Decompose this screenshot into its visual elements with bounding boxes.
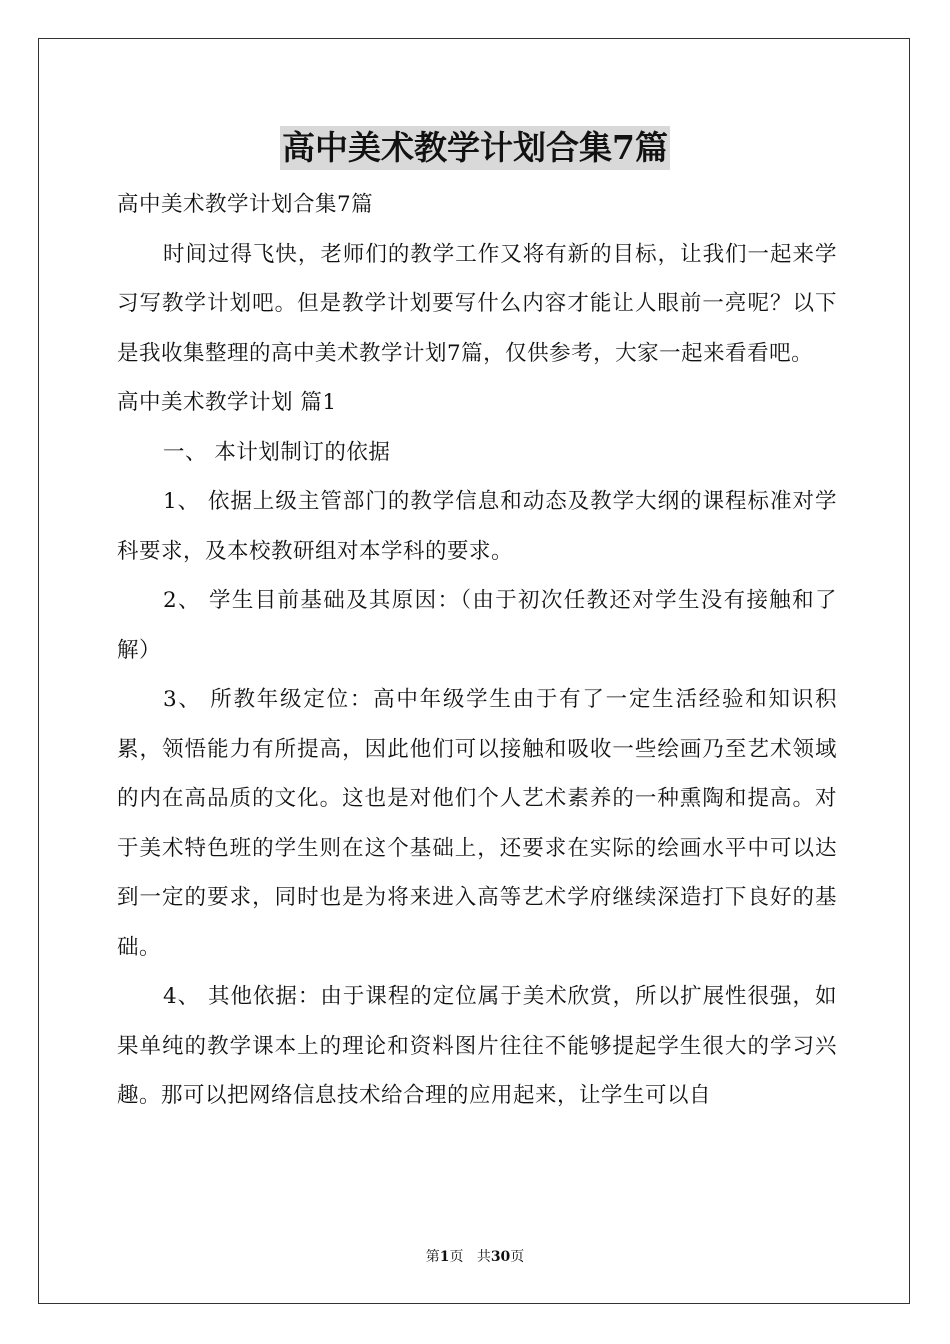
- footer-total-prefix: 共: [476, 1249, 491, 1265]
- footer-total-suffix: 页: [510, 1249, 525, 1265]
- paragraph-item-2: 2、 学生目前基础及其原因：（由于初次任教还对学生没有接触和了解）: [117, 588, 837, 663]
- footer-page-number: 1: [439, 1249, 450, 1265]
- paragraph-intro: 时间过得飞快，老师们的教学工作又将有新的目标，让我们一起来学习写教学计划吧。但是教学计划要写什么内容才能让人眼前一亮呢？以下是我收集整理的高中美术教学计划7篇，仅供参考，大家一起来看看吧。: [117, 241, 837, 366]
- paragraph-item-3: 3、 所教年级定位：高中年级学生由于有了一定生活经验和知识积累，领悟能力有所提高，因此他们可以接触和吸收一些绘画乃至艺术领域的内在高品质的文化。这也是对他们个人艺术素养的一种熏陶和提高。对于美术特色班的学生则在这个基础上，还要求在实际的绘画水平中可以达到一定的要求，同时也是为将来进入高等艺术学府继续深造打下良好的基础。: [117, 687, 837, 960]
- page-footer: [0, 1247, 950, 1267]
- title-container: [0, 126, 950, 170]
- footer-total-pages: 30: [490, 1249, 511, 1265]
- paragraph-subtitle: 高中美术教学计划合集7篇: [117, 192, 374, 217]
- document-title: 高中美术教学计划合集7篇: [280, 126, 670, 170]
- footer-page-suffix: 页: [449, 1249, 464, 1265]
- footer-prefix: 第: [425, 1249, 440, 1265]
- document-body: [117, 180, 837, 1121]
- paragraph-item-1: 1、 依据上级主管部门的教学信息和动态及教学大纲的课程标准对学科要求，及本校教研组对本学科的要求。: [117, 489, 837, 564]
- paragraph-basis-heading: 一、 本计划制订的依据: [163, 439, 391, 465]
- section-heading: 高中美术教学计划 篇1: [117, 390, 337, 415]
- paragraph-item-4: 4、 其他依据：由于课程的定位属于美术欣赏，所以扩展性很强，如果单纯的教学课本上的理论和资料图片往往不能够提起学生很大的学习兴趣。那可以把网络信息技术给合理的应用起来，让学生可以自: [117, 984, 837, 1108]
